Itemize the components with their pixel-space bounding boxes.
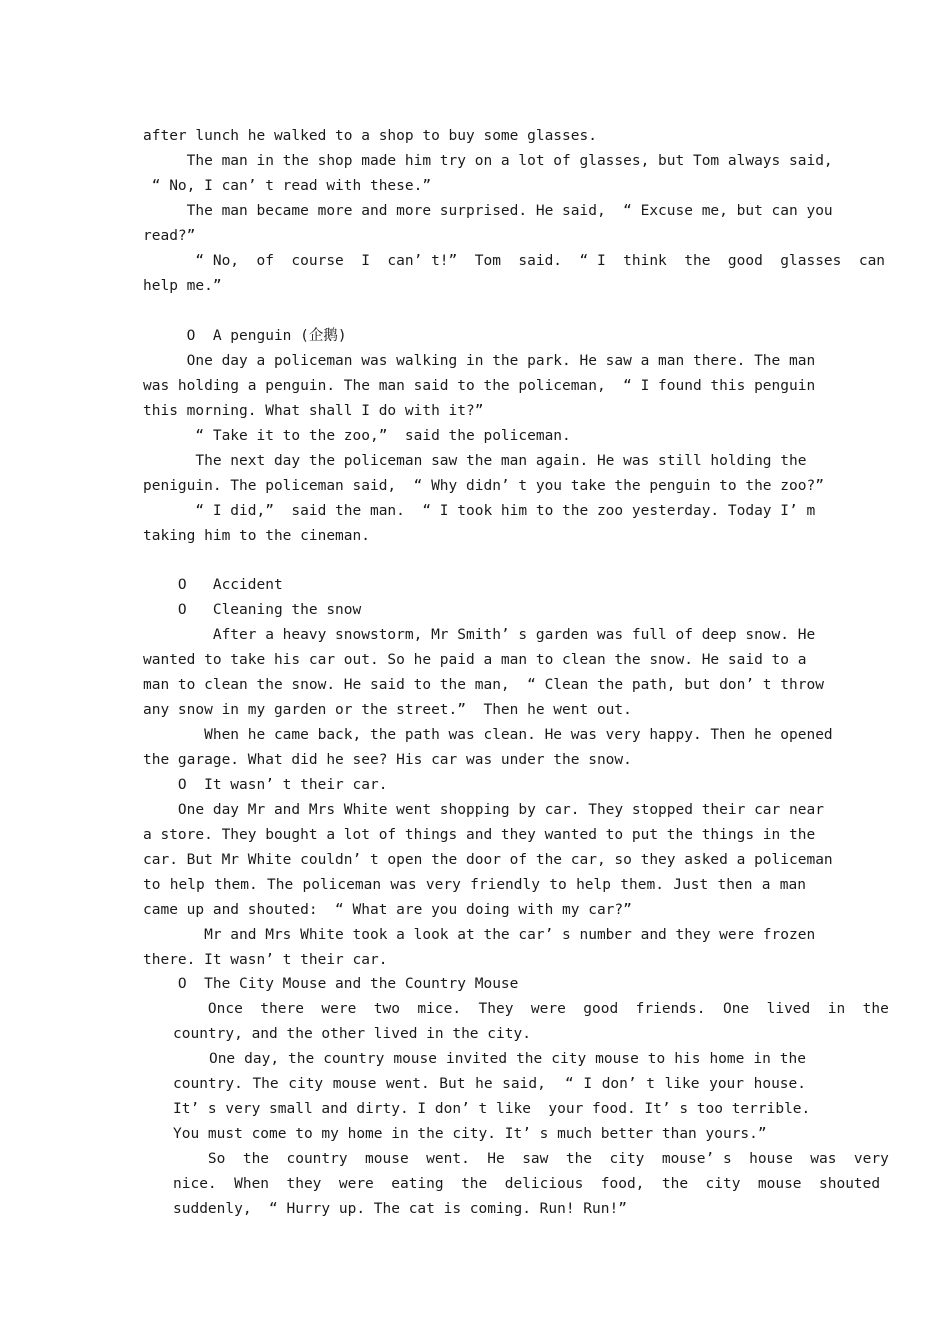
- text-line: “ No, of course I can’ t!” Tom said. “ I think the good glasses can: [143, 253, 886, 269]
- text-line: taking him to the cineman.: [143, 528, 370, 544]
- text-line: Once there were two mice. They were good friends. One lived in the: [173, 1001, 889, 1017]
- text-line: One day a policeman was walking in the park. He saw a man there. The man: [143, 353, 816, 369]
- text-line: peniguin. The policeman said, “ Why didn’ t you take the penguin to the zoo?”: [143, 478, 824, 494]
- text-line: the garage. What did he see? His car was under the snow.: [143, 752, 632, 768]
- section-heading: O It wasn’ t their car.: [143, 777, 388, 793]
- text-line: read?”: [143, 228, 196, 244]
- text-line: One day, the country mouse invited the city mouse to his home in the: [173, 1051, 806, 1067]
- text-line: When he came back, the path was clean. He was very happy. Then he opened: [143, 727, 833, 743]
- section-heading: O A penguin (企鹅): [143, 328, 347, 344]
- text-line: One day Mr and Mrs White went shopping by car. They stopped their car near: [143, 802, 824, 818]
- text-line: a store. They bought a lot of things and they wanted to put the things in the: [143, 827, 816, 843]
- text-line: there. It wasn’ t their car.: [143, 952, 388, 968]
- text-line: country. The city mouse went. But he said, “ I don’ t like your house.: [173, 1076, 806, 1092]
- text-line: The man became more and more surprised. He said, “ Excuse me, but can you: [143, 203, 833, 219]
- text-line: After a heavy snowstorm, Mr Smith’ s garden was full of deep snow. He: [143, 627, 816, 643]
- text-line: “ No, I can’ t read with these.”: [143, 178, 432, 194]
- text-line: “ Take it to the zoo,” said the policeman.: [143, 428, 571, 444]
- text-line: wanted to take his car out. So he paid a man to clean the snow. He said to a: [143, 652, 807, 668]
- text-line: You must come to my home in the city. It’ s much better than yours.”: [173, 1126, 767, 1142]
- text-line: came up and shouted: “ What are you doing with my car?”: [143, 902, 632, 918]
- text-line: any snow in my garden or the street.” Then he went out.: [143, 702, 632, 718]
- text-line: help me.”: [143, 278, 222, 294]
- text-line: “ I did,” said the man. “ I took him to the zoo yesterday. Today I’ m: [143, 503, 816, 519]
- text-line: suddenly, “ Hurry up. The cat is coming. Run! Run!”: [173, 1201, 627, 1217]
- text-line: Mr and Mrs White took a look at the car’ s number and they were frozen: [143, 927, 816, 943]
- text-line: after lunch he walked to a shop to buy some glasses.: [143, 128, 597, 144]
- text-line: man to clean the snow. He said to the man, “ Clean the path, but don’ t throw: [143, 677, 824, 693]
- text-line: It’ s very small and dirty. I don’ t like your food. It’ s too terrible.: [173, 1101, 811, 1117]
- text-line: nice. When they were eating the delicious food, the city mouse shouted: [173, 1176, 881, 1192]
- text-line: car. But Mr White couldn’ t open the door of the car, so they asked a policeman: [143, 852, 833, 868]
- section-heading: O Accident: [143, 577, 283, 593]
- section-heading: O Cleaning the snow: [143, 602, 362, 618]
- text-line: was holding a penguin. The man said to the policeman, “ I found this penguin: [143, 378, 816, 394]
- text-line: So the country mouse went. He saw the city mouse’ s house was very: [173, 1151, 889, 1167]
- text-line: this morning. What shall I do with it?”: [143, 403, 484, 419]
- text-line: The next day the policeman saw the man again. He was still holding the: [143, 453, 807, 469]
- text-line: to help them. The policeman was very friendly to help them. Just then a man: [143, 877, 806, 893]
- section-heading: O The City Mouse and the Country Mouse: [143, 976, 519, 992]
- text-line: country, and the other lived in the city.: [173, 1026, 531, 1042]
- text-line: The man in the shop made him try on a lot of glasses, but Tom always said,: [143, 153, 833, 169]
